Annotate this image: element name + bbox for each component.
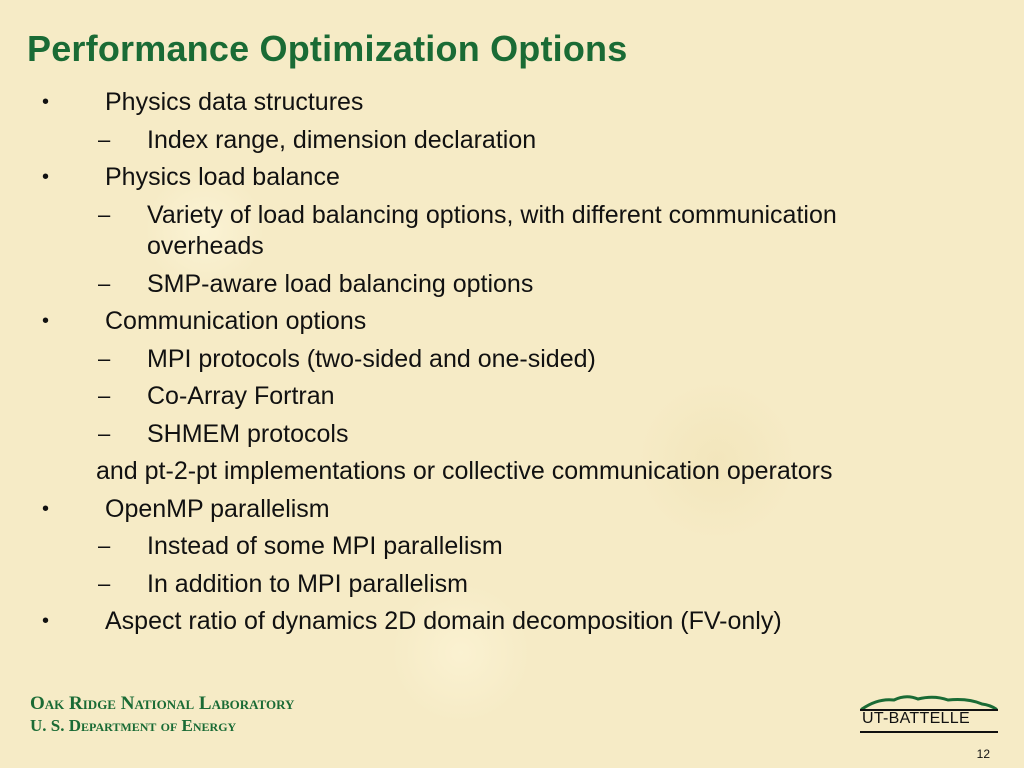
sub-bullet-item (0, 531, 1024, 569)
sub-bullet-text: Co-Array Fortran (147, 382, 335, 410)
organization-footer (30, 693, 294, 737)
dash-mark: – (98, 533, 111, 558)
sub-bullet-text: Variety of load balancing options, with different communication overheads (147, 200, 837, 260)
sub-bullet-item (0, 344, 1024, 382)
org-department: U. S. Department of Energy (30, 716, 237, 735)
bullet-item (0, 162, 1024, 200)
bullet-item (0, 306, 1024, 344)
bullet-mark: • (42, 166, 50, 188)
org-name: Oak Ridge National Laboratory (30, 693, 295, 714)
bullet-item (0, 606, 1024, 644)
sub-bullet-item (0, 419, 1024, 457)
dash-mark: – (98, 570, 111, 596)
bullet-text: Physics data structures (105, 88, 364, 116)
sub-bullet-item (0, 200, 1024, 269)
slide-title: Performance Optimization Options (27, 28, 628, 69)
bullet-item (0, 494, 1024, 532)
dash-mark: – (98, 126, 111, 152)
bullet-mark: • (42, 91, 50, 113)
bullet-text: Communication options (105, 307, 367, 335)
dash-mark: – (98, 383, 111, 408)
bullet-mark: • (42, 310, 50, 332)
logo-text: UT-BATTELLE (862, 710, 970, 727)
sub-bullet-text: Instead of some MPI parallelism (147, 532, 503, 560)
sub-bullet-text: MPI protocols (two-sided and one-sided) (147, 344, 596, 373)
sub-bullet-item (0, 569, 1024, 607)
bullet-text: Aspect ratio of dynamics 2D domain decomposition (FV-only) (105, 607, 782, 635)
sub-bullet-item (0, 125, 1024, 163)
bullet-mark: • (42, 497, 50, 520)
bullet-text: Physics load balance (105, 163, 340, 191)
bullet-text: OpenMP parallelism (105, 494, 330, 523)
page-number: 12 (976, 747, 990, 761)
sub-bullet-item (0, 269, 1024, 307)
sub-bullet-item (0, 381, 1024, 419)
continuation-line (0, 456, 1024, 494)
bullet-mark: • (42, 610, 50, 632)
dash-mark: – (98, 270, 111, 296)
continuation-text: and pt-2-pt implementations or collective communication operators (96, 457, 833, 485)
bullet-item (0, 87, 1024, 125)
dash-mark: – (98, 201, 111, 227)
dash-mark: – (98, 345, 111, 371)
ut-battelle-logo (856, 692, 1002, 736)
sub-bullet-text: SMP-aware load balancing options (147, 269, 534, 298)
sub-bullet-text: Index range, dimension declaration (147, 125, 537, 154)
sub-bullet-text: SHMEM protocols (147, 419, 349, 448)
dash-mark: – (98, 420, 111, 446)
sub-bullet-text: In addition to MPI parallelism (147, 569, 468, 598)
bullet-list (0, 87, 1024, 644)
